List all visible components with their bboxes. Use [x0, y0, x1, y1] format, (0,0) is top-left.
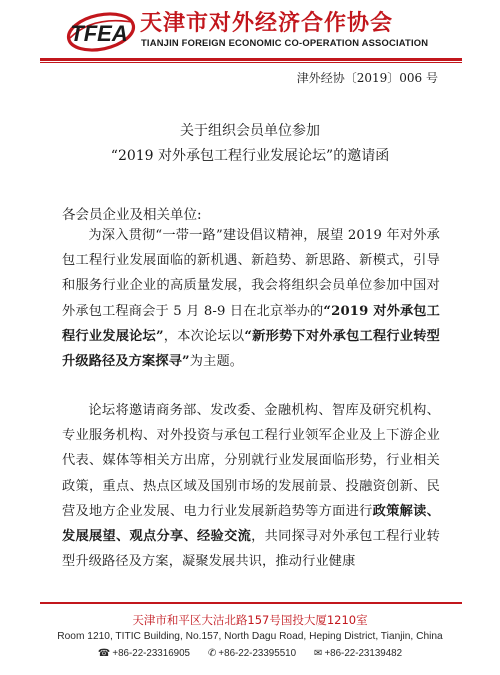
footer-contacts: [0, 648, 500, 659]
footer-tel: [98, 648, 190, 659]
footer-fax: [208, 648, 296, 659]
p1-theme: “新形势下对外承包工程行业转型升级路径及方案探寻”: [62, 328, 440, 370]
header-rule: [40, 58, 462, 61]
phone-icon: ☎: [97, 648, 111, 659]
p1-text-c: ，本次论坛以: [163, 328, 245, 344]
p2-highlights: 政策解读、发展展望、观点分享、经验交流: [62, 503, 441, 545]
org-name-cn: 天津市对外经济合作协会: [140, 11, 394, 36]
title-line-1: 关于组织会员单位参加: [180, 123, 320, 139]
logo-text: TFEA: [70, 21, 128, 46]
p2-text-c: ，共同探寻对外承包工程行业转型升级路径及方案，凝聚发展共识，推动行业健康: [62, 529, 440, 570]
header-rule-thin: [40, 62, 462, 63]
footer-address-en: Room 1210, TITIC Building, No.157, North Dagu Road, Heping District, Tianjin, China: [57, 631, 443, 642]
tel-value: +86-22-23316905: [112, 648, 191, 659]
footer-address-cn: 天津市和平区大沽北路157号国投大厦1210室: [132, 613, 368, 627]
fax-icon: ✆: [208, 648, 217, 659]
paragraph-1: [62, 223, 440, 374]
footer-rule: [40, 602, 462, 604]
tfea-logo: [62, 8, 136, 54]
title-line-2: “2019 对外承包工程行业发展论坛”的邀请函: [110, 148, 390, 164]
org-name-en: TIANJIN FOREIGN ECONOMIC CO-OPERATION ASSOCIATION: [141, 37, 429, 48]
p1-text-e: 为主题。: [189, 354, 244, 370]
p1-forum-name: “2019 对外承包工程行业发展论坛”: [62, 303, 440, 344]
p2-text-a: 论坛将邀请商务部、发改委、金融机构、智库及研究机构、专业服务机构、对外投资与承包工程行业领军企业及上下游企业代表、媒体等相关方出席，分别就行业发展面临形势，行业相关政策，重点、热点区域及国别市场的发展前景、投融资创新、民营及地方企业发展、电力行业发展新趋势等方面进行: [62, 403, 440, 519]
fax-value: +86-22-23395510: [218, 648, 297, 659]
document-number: 津外经协〔2019〕006 号: [296, 71, 438, 85]
paragraph-2: [62, 398, 440, 574]
p1-text-a: 为深入贯彻“一带一路”建设倡议精神，展望 2019 年对外承包工程行业发展面临的新机遇、新趋势、新思路、新模式，引导和服务行业企业的高质量发展，我会将组织会员单位参加中国对外承包工程商会于 5 月 8-9 日在北京举办的: [62, 228, 440, 319]
footer-fax-2: [314, 648, 402, 659]
fax2-icon: ✉: [314, 648, 323, 659]
salutation: 各会员企业及相关单位:: [62, 207, 202, 223]
fax2-value: +86-22-23139482: [324, 648, 403, 659]
